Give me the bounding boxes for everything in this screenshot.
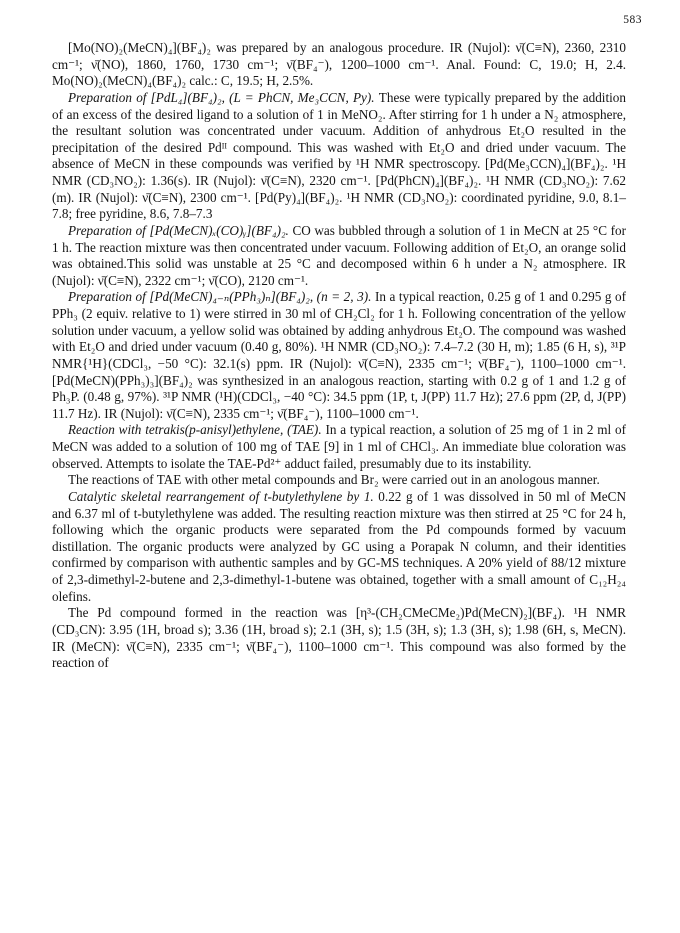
page-number: 583 xyxy=(623,14,642,26)
section-heading: Catalytic skeletal rearrangement of t-butylethylene by 1. xyxy=(68,488,379,504)
paragraph-rearrangement xyxy=(52,489,626,605)
section-heading: Preparation of [Pd(MeCN)₄₋ₙ(PPh₃)ₙ](BF₄)₂, (n = 2, 3). xyxy=(68,289,375,305)
paragraph-text: In a typical reaction, a solution of 25 mg of 1 in 2 ml of MeCN was added to a solution of 100 mg of TAE [9] in 1 ml of CHCl₃. An immediate blue coloration was observed. Attempts to isolate the TAE-Pd²⁺ adduct failed, presumably due to its instability. xyxy=(52,422,627,471)
paragraph-text: The Pd compound formed in the reaction was [η³-(CH₂CMeCMe₂)Pd(MeCN)₂](BF₄). ¹H NMR (CD₃CN): 3.95 (1H, broad s); 3.36 (1H, broad s); 2.1 (3H, s); 1.5 (3H, s); 1.3 (3H, s); 1.98 (6H, s, MeCN). IR (MeCN): ν̄(C≡N), 2335 cm⁻¹; ν̄(BF₄⁻), 1100–1000 cm⁻¹. This compound was also formed by the reaction of xyxy=(52,605,626,671)
body-text xyxy=(52,40,626,672)
paragraph-pd-product xyxy=(52,605,626,672)
paragraph-tae-others xyxy=(52,472,626,489)
paragraph-text: 0.22 g of 1 was dissolved in 50 ml of MeCN and 6.37 ml of t-butylethylene was added. The resulting reaction mixture was then stirred at 25 °C for 24 h, following which the organic products were separated from the Pd compounds formed by vacuum distillation. The organic products were analyzed by GC using a Porapak N column, and their identities confirmed by comparison with authentic samples and by GC-MS techniques. A 20% yield of 88/12 mixture of 2,3-dimethyl-2-butene and 2,3-dimethyl-1-butene was obtained, together with a small amount of C₁₂H₂₄ olefins. xyxy=(52,488,626,604)
section-heading: Preparation of [Pd(MeCN)ₓ(CO)ᵧ](BF₄)₂. xyxy=(68,222,293,238)
paragraph-pdl4 xyxy=(52,90,626,223)
paragraph-tae xyxy=(52,422,626,472)
paragraph-pd-co xyxy=(52,223,626,290)
paragraph-text: In a typical reaction, 0.25 g of 1 and 0.295 g of PPh₃ (2 equiv. relative to 1) were stirred in 30 ml of CH₂Cl₂ for 1 h. Following concentration of the yellow solution under vacuum, a yellow solid was obtained by adding anhydrous Et₂O. The compound was washed with Et₂O and dried under vacuum (0.40 g, 80%). ¹H NMR (CD₃NO₂): 7.4–7.2 (30 H, m); 1.85 (6 H, s), ³¹P NMR{¹H}(CDCl₃, −50 °C): 32.1(s) ppm. IR (Nujol): ν̄(C≡N), 2335 cm⁻¹; ν̄(BF₄⁻), 1100–1000 cm⁻¹. [Pd(MeCN)(PPh₃)₃](BF₄)₂ was synthesized in an analogous reaction, starting with 0.2 g of 1 and 1.2 g of Ph₃P. (0.48 g, 97%). ³¹P NMR (¹H)(CDCl₃, −40 °C): 34.5 ppm (1P, t, J(PP) 11.7 Hz); 27.6 ppm (2P, d, J(PP) 11.7 Hz). IR (Nujol): ν̄(C≡N), 2335 cm⁻¹; ν̄(BF₄⁻), 1100–1000 cm⁻¹. xyxy=(52,289,627,421)
section-heading: Reaction with tetrakis(p-anisyl)ethylene, (TAE). xyxy=(68,422,326,438)
paragraph-text: These were typically prepared by the addition of an excess of the desired ligand to a solution of 1 in MeNO₂. After stirring for 1 h under a N₂ atmosphere, the resultant solution was concentrated under vacuum. Addition of anhydrous Et₂O resulted in the precipitation of the desired Pdᴵᴵ compound. This was washed with Et₂O and dried under vacuum. The absence of MeCN in these compounds was verified by ¹H NMR spectroscopy. [Pd(Me₃CCN)₄](BF₄)₂. ¹H NMR (CD₃NO₂): 1.36(s). IR (Nujol): ν̄(C≡N), 2320 cm⁻¹. [Pd(PhCN)₄](BF₄)₂. ¹H NMR (CD₃NO₂): 7.62 (m). IR (Nujol): ν̄(C≡N), 2300 cm⁻¹. [Pd(Py)₄](BF₄)₂. ¹H NMR (CD₃NO₂): coordinated pyridine, 9.0, 8.1–7.8; free pyridine, 8.6, 7.8–7.3 xyxy=(52,89,626,222)
section-heading: Preparation of [PdL₄](BF₄)₂, (L = PhCN, Me₃CCN, Py). xyxy=(68,89,379,105)
paragraph-text: The reactions of TAE with other metal compounds and Br₂ were carried out in an anologous manner. xyxy=(68,472,600,488)
paragraph-pd-pph3 xyxy=(52,289,626,422)
paragraph-text: CO was bubbled through a solution of 1 in MeCN at 25 °C for 1 h. The reaction mixture was then concentrated under vacuum. Following addition of Et₂O, an orange solid was obtained.This solid was unstable at 25 °C and decomposed within 6 h under a N₂ atmosphere. IR (Nujol): ν̄(C≡N), 2322 cm⁻¹; ν̄(CO), 2120 cm⁻¹. xyxy=(52,222,626,288)
paragraph-text: [Mo(NO)₂(MeCN)₄](BF₄)₂ was prepared by an analogous procedure. IR (Nujol): ν̄(C≡N), 2360, 2310 cm⁻¹; ν̄(NO), 1860, 1760, 1730 cm⁻¹; ν̄(BF₄⁻), 1200–1000 cm⁻¹. Anal. Found: C, 19.0; H, 2.4. Mo(NO)₂(MeCN)₄(BF₄)₂ calc.: C, 19.5; H, 2.5%. xyxy=(52,40,626,89)
paragraph-mo-compound xyxy=(52,40,626,90)
